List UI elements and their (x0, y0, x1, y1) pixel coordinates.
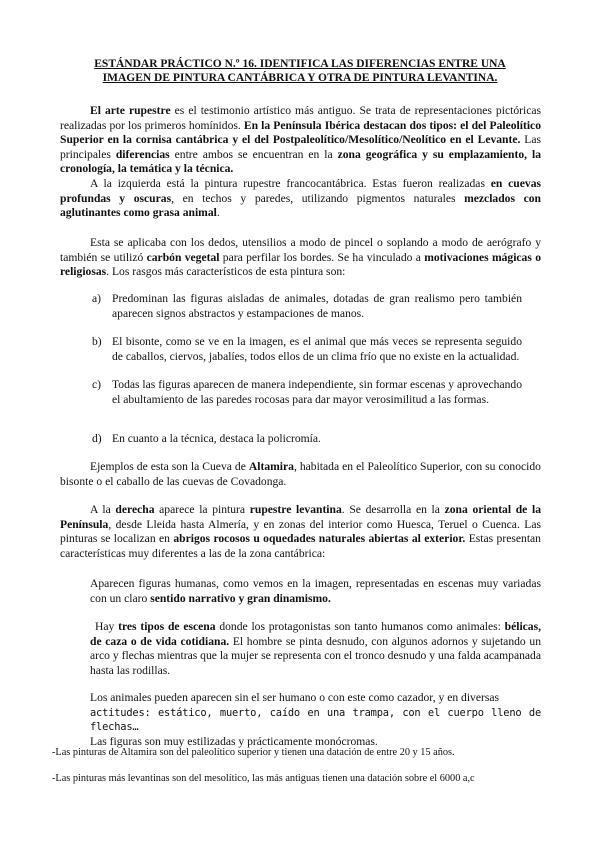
bold-criteria: zona geográfica y su emplazamiento, la cronología, la temática y la técnica. (60, 147, 541, 176)
list-marker: b) (92, 335, 102, 348)
paragraph-levantina: A la derecha aparece la pintura rupestre levantina. Se desarrolla en la zona oriental de la Península, desde Lleida hasta Almería, y en zonas del interior como Huesca, Teruel o Cuenca. Las pinturas se localizan en abrigos rocosos u oquedades naturales abiertas al exterior. Estas presentan características muy diferentes a las de la zona cantábrica: (60, 503, 542, 560)
title-line-2: IMAGEN DE PINTURA CANTÁBRICA Y OTRA DE PINTURA LEVANTINA. (102, 72, 498, 84)
bold-charcoal: carbón vegetal (146, 250, 220, 264)
animals-line-3: Las figuras son muy estilizadas y prácticamente monócromas. (90, 734, 378, 748)
bold-rock-shelters: abrigos rocosos u oquedades naturales abiertas al exterior. (173, 532, 466, 546)
paragraph-intro: El arte rupestre es el testimonio artístico más antiguo. Se trata de representaciones pictóricas realizadas por los primeros homínidos. En la Península Ibérica destacan dos tipos: el del Paleolítico Superior en la cornisa cantábrica y el del Postpaleolítico/Mesolítico/Neolítico en el Levante. Las principales diferencias entre ambos se encuentran en la zona geográfica y su emplazamiento, la cronología, la temática y la técnica. (60, 104, 542, 176)
animals-line-2: actitudes: estático, muerto, caído en una trampa, con el cuerpo lleno de flechas… (90, 706, 541, 734)
term-arte-rupestre: El arte rupestre (90, 104, 171, 117)
list-marker: c) (92, 378, 102, 391)
footnote-levantine: -Las pinturas más levantinas son del mesolítico, las más antiguas tienen una datación sobre el 6000 a,c (52, 773, 475, 784)
footnote-altamira: -Las pinturas de Altamira son del paleolítico superior y tienen una datación de entre 20 y 15 años. (52, 747, 455, 758)
bold-narrative: sentido narrativo y gran dinamismo. (150, 591, 331, 605)
bold-binders: mezclados con aglutinantes como grasa animal (60, 191, 541, 220)
bold-caves: en cuevas profundas y oscuras (60, 177, 542, 205)
bold-levantine: rupestre levantina (249, 503, 342, 516)
bold-three-scenes: tres tipos de escena (118, 620, 216, 633)
title-line-1: ESTÁNDAR PRÁCTICO N.º 16. IDENTIFICA LAS DIFERENCIAS ENTRE UNA (94, 58, 506, 70)
paragraph-scenes: Hay tres tipos de escena donde los protagonistas son tanto humanos como animales: bélicas, de caza o de vida cotidiana. El hombre se pinta desnudo, con algunos adornos y sujetando un arco y flechas mientras que la mujer se representa con el tronco desnudo y una falda acampanada hasta las rodillas. (90, 620, 542, 677)
list-text: En cuanto a la técnica, destaca la policromía. (112, 432, 321, 445)
paragraph-technique: Esta se aplicaba con los dedos, utensilios a modo de pincel o soplando a modo de aerógrafo y también se utilizó carbón vegetal para perfilar los bordes. Se ha vinculado a motivaciones mágicas o religiosas. Los rasgos más característicos de esta pintura son: (60, 236, 541, 279)
page-title (60, 57, 540, 85)
paragraph-animals (90, 691, 541, 749)
bold-eastern-zone: zona oriental de la Península (60, 503, 542, 531)
list-text: Todas las figuras aparecen de manera independiente, sin formar escenas y aprovechando el abultamiento de las paredes rocosas para dar mayor verosimilitud a las formas. (112, 378, 522, 406)
paragraph-examples: Ejemplos de esta son la Cueva de Altamira, habitada en el Paleolítico Superior, con su conocido bisonte o el caballo de las cuevas de Covadonga. (60, 460, 541, 488)
paragraph-human-figures: Aparecen figuras humanas, como vemos en la imagen, representadas en escenas muy variadas con un claro sentido narrativo y gran dinamismo. (90, 577, 541, 605)
bold-right: derecha (115, 503, 155, 516)
bold-altamira: Altamira (248, 460, 294, 473)
bold-scene-types: bélicas, de caza o de vida cotidiana. (90, 620, 542, 648)
bold-differences: diferencias (115, 147, 170, 161)
list-marker: d) (92, 432, 102, 445)
list-marker: a) (92, 292, 102, 305)
paragraph-cantabrica: A la izquierda está la pintura rupestre francocantábrica. Estas fueron realizadas en cuevas profundas y oscuras, en techos y paredes, utilizando pigmentos naturales mezclados con aglutinantes como grasa animal. (60, 177, 542, 220)
list-text: El bisonte, como se ve en la imagen, es el animal que más veces se representa seguido de caballos, ciervos, jabalíes, todos ellos de un clima frío que no existe en la actualidad. (112, 335, 522, 363)
animals-line-1: Los animales pueden aparecen sin el ser humano o con este como cazador, y en diversas (90, 691, 500, 704)
bold-two-types: En la Península Ibérica destacan dos tipos: el del Paleolítico Superior en la cornisa cantábrica y el del Postpaleolítico/Mesolítico/Neolítico en el Levante. (60, 118, 542, 147)
list-text: Predominan las figuras aisladas de animales, dotadas de gran realismo pero también aparecen signos abstractos y estampaciones de manos. (112, 292, 522, 320)
bold-motivations: motivaciones mágicas o religiosas (60, 250, 541, 279)
